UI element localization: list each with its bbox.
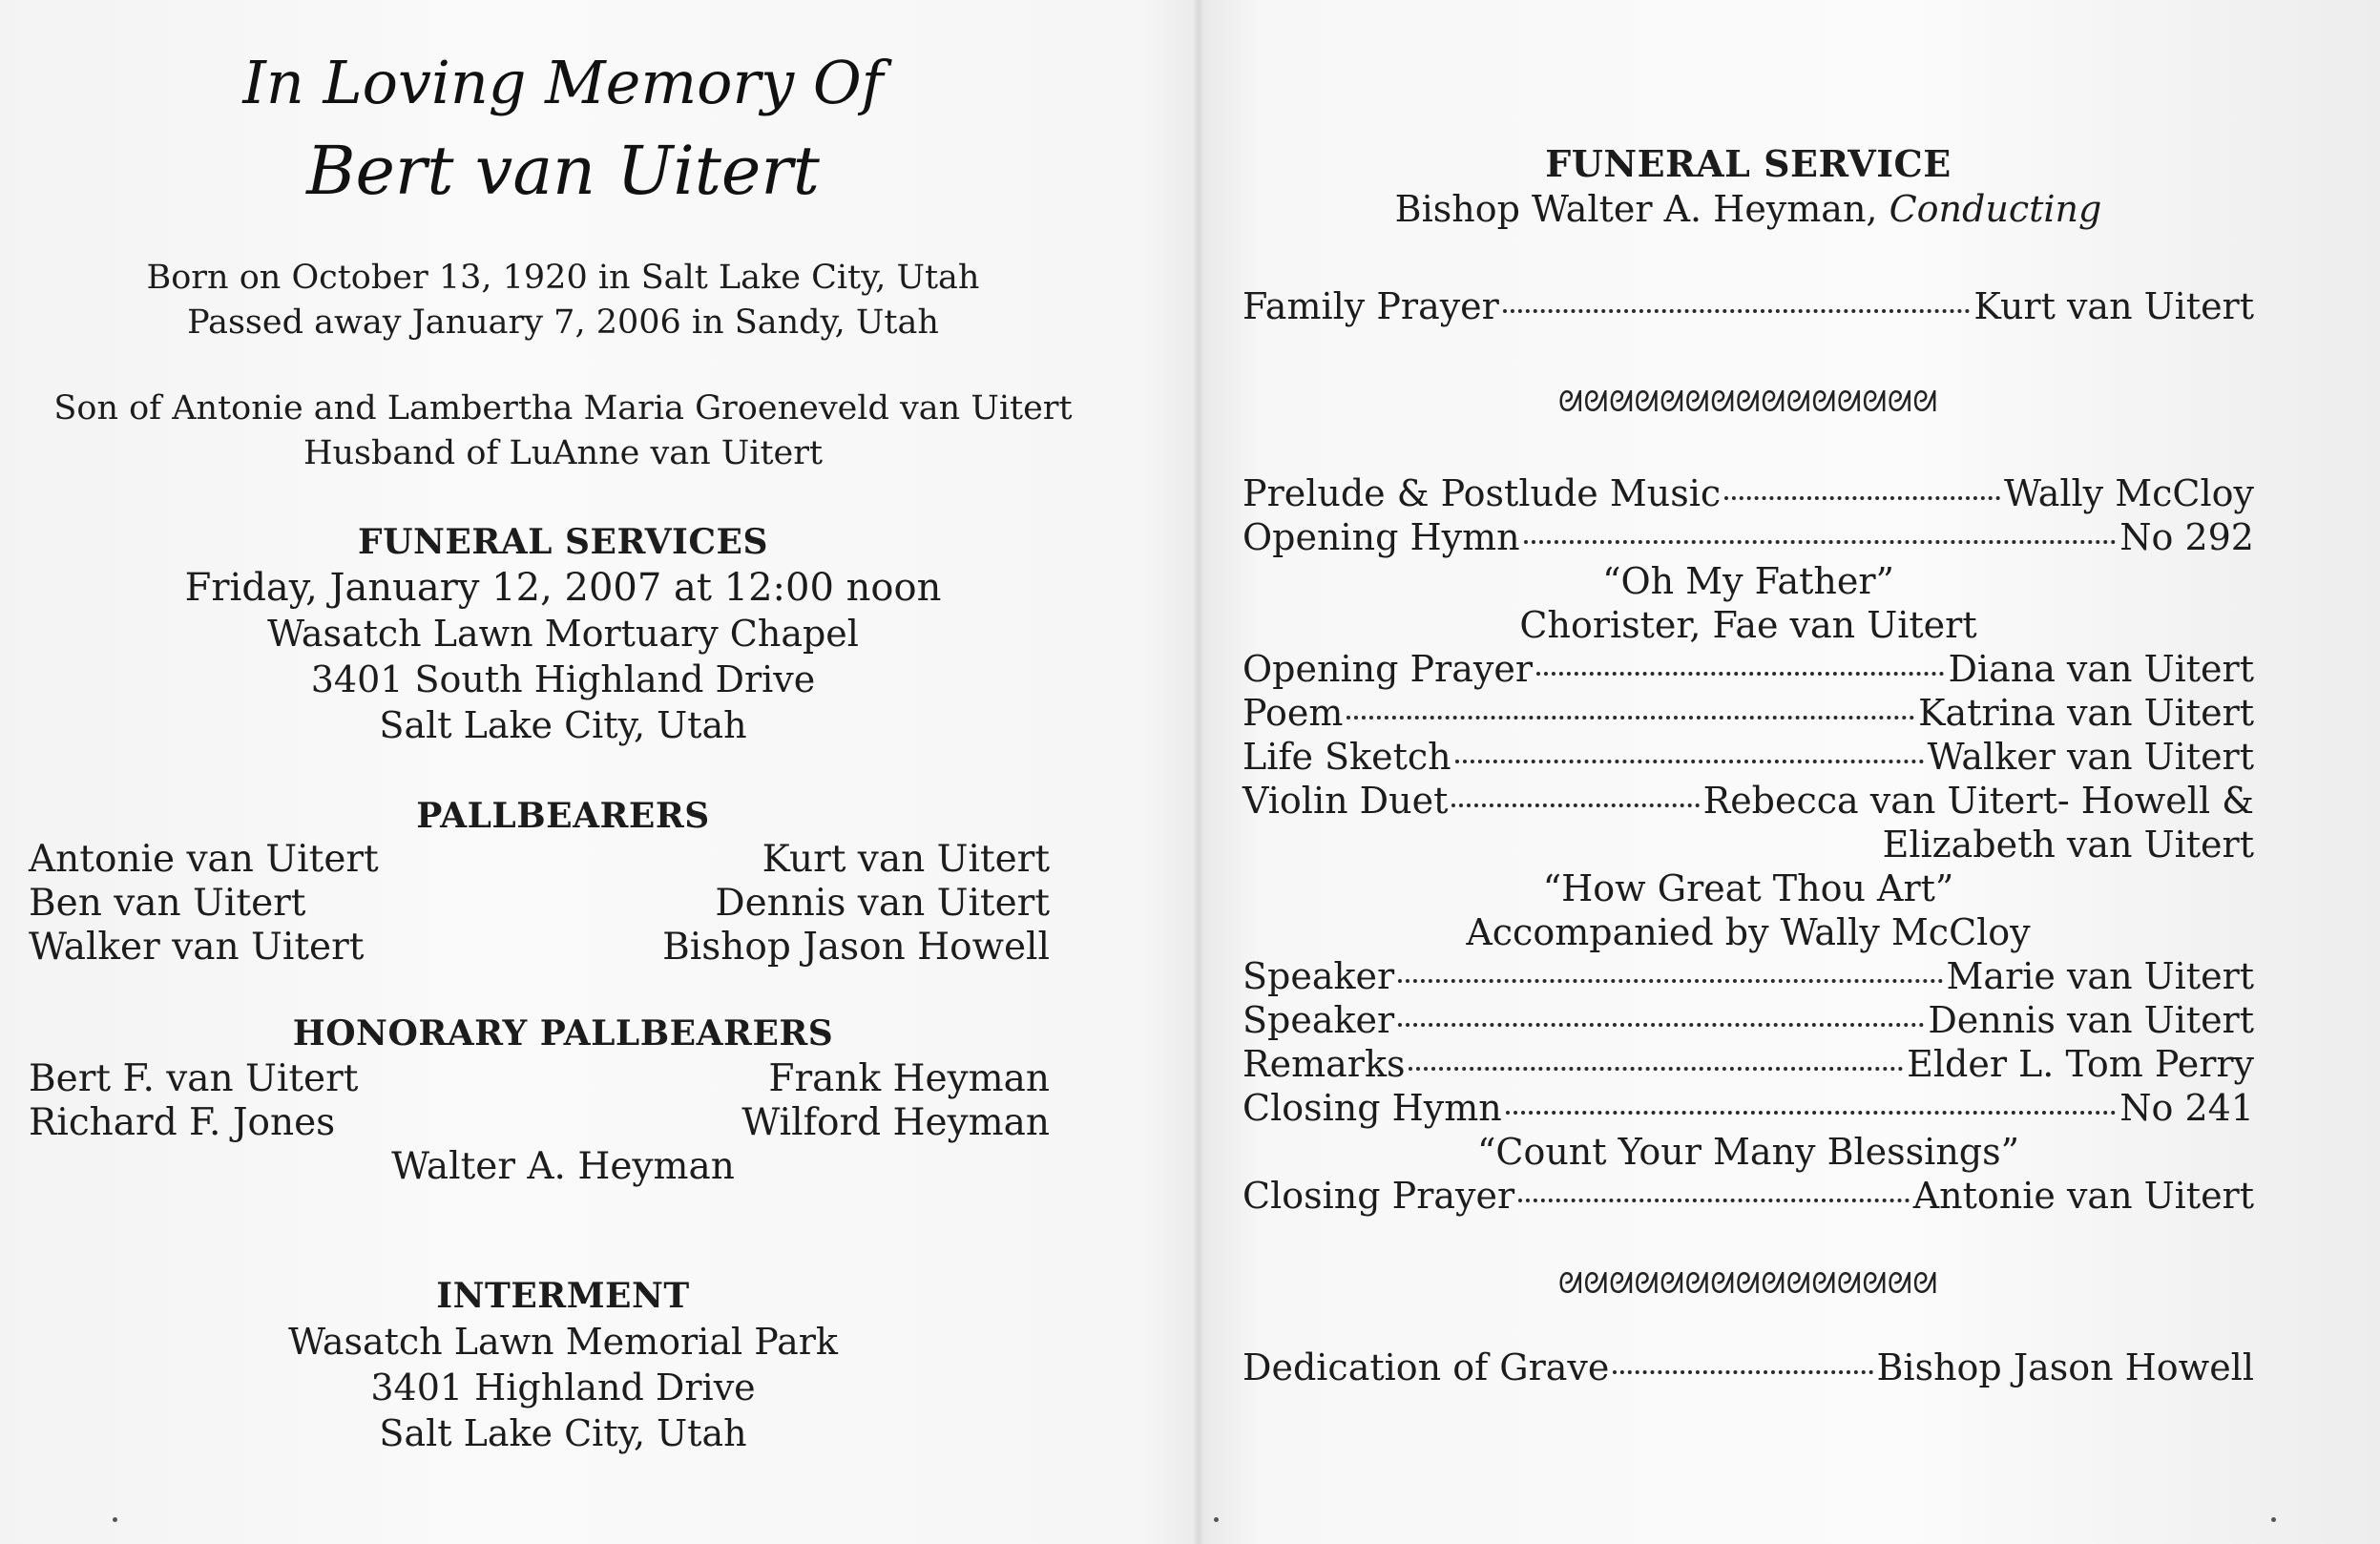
program-row: [1242, 735, 2254, 779]
life-dates: [29, 256, 1097, 345]
funeral-services-section: [29, 520, 1097, 748]
program-row: [1242, 471, 2254, 515]
program-person: Katrina van Uitert: [1918, 692, 2254, 734]
son-of-line: Son of Antonie and Lambertha Maria Groeneveld van Uitert: [53, 389, 1073, 428]
pallbearers-heading-wrap: [29, 794, 1097, 839]
honorary-row: [29, 1101, 1050, 1145]
interment-street: 3401 Highland Drive: [370, 1367, 756, 1408]
pallbearer-name: Antonie van Uitert: [29, 838, 379, 881]
born-line: Born on October 13, 1920 in Salt Lake City, Utah: [146, 259, 980, 297]
service-city: Salt Lake City, Utah: [379, 704, 747, 746]
paper-speck: [2271, 1517, 2276, 1522]
service-street: 3401 South Highland Drive: [310, 658, 816, 700]
conductor-name: Bishop Walter A. Heyman,: [1394, 188, 1889, 230]
husband-of-line: Husband of LuAnne van Uitert: [303, 434, 824, 472]
program-role: Dedication of Grave: [1242, 1346, 1610, 1388]
interment-city: Salt Lake City, Utah: [379, 1412, 747, 1454]
program-role: Poem: [1242, 692, 1344, 734]
program-role: Life Sketch: [1242, 736, 1451, 778]
program-role: Violin Duet: [1242, 780, 1449, 822]
pallbearer-name: Kurt van Uitert: [762, 838, 1050, 881]
program-person: Marie van Uitert: [1946, 955, 2254, 997]
funeral-service-heading: FUNERAL SERVICE: [1545, 142, 1952, 185]
program-row: [1242, 515, 2254, 559]
dot-leader: [1506, 1111, 2116, 1115]
paper-speck: [1214, 1517, 1219, 1522]
program-person: Walker van Uitert: [1927, 736, 2254, 778]
program-role: Speaker: [1242, 999, 1395, 1041]
family-lines: [29, 386, 1097, 476]
program-row: [1242, 954, 2254, 998]
program-person: Dennis van Uitert: [1928, 999, 2254, 1041]
conducting-label: Conducting: [1889, 188, 2102, 230]
duet-continuation: Elizabeth van Uitert: [1882, 824, 2254, 866]
dot-leader: [1724, 496, 2000, 500]
program-person: Rebecca van Uitert- Howell &: [1702, 780, 2254, 822]
family-prayer-block: [1242, 284, 2254, 328]
dot-leader: [1451, 803, 1699, 807]
program-person: Antonie van Uitert: [1912, 1175, 2254, 1217]
program-person: Bishop Jason Howell: [1876, 1346, 2254, 1388]
conductor-line: [1242, 186, 2254, 232]
program-row: [1242, 647, 2254, 691]
deceased-name: Bert van Uitert: [306, 132, 820, 210]
program-role: Speaker: [1242, 955, 1395, 997]
paper-speck: [113, 1517, 117, 1522]
program-person: Kurt van Uitert: [1973, 285, 2254, 327]
program-person: No 241: [2119, 1087, 2254, 1129]
service-header: [1242, 141, 2254, 232]
duet-title: “How Great Thou Art”: [1542, 867, 1954, 909]
program-role: Closing Prayer: [1242, 1175, 1515, 1217]
dot-leader: [1524, 540, 2117, 544]
program-role: Remarks: [1242, 1043, 1406, 1085]
interment-heading: INTERMENT: [436, 1276, 690, 1316]
program-row: [1242, 1042, 2254, 1086]
pallbearer-name: Ben van Uitert: [29, 882, 306, 925]
program-person: Diana van Uitert: [1948, 648, 2254, 690]
program-row: [1242, 1346, 2254, 1389]
pallbearer-name: Bishop Jason Howell: [662, 926, 1050, 969]
dot-leader: [1518, 1199, 1910, 1202]
honorary-name: Richard F. Jones: [29, 1101, 336, 1144]
program-row: [1242, 1086, 2254, 1130]
interment-place: Wasatch Lawn Memorial Park: [288, 1321, 838, 1363]
program-row: [1242, 998, 2254, 1042]
dedication-block: [1242, 1346, 2254, 1389]
dot-leader: [1455, 760, 1924, 763]
pallbearers-heading: PALLBEARERS: [416, 796, 710, 836]
ornament-divider-bottom: [1242, 1265, 2254, 1304]
right-panel: [1204, 0, 2380, 1544]
honorary-heading-wrap: [29, 1012, 1097, 1056]
dot-leader: [1409, 1067, 1903, 1071]
honorary-name: Frank Heyman: [768, 1057, 1050, 1100]
pallbearer-row: [29, 882, 1050, 926]
honorary-center-name: Walter A. Heyman: [391, 1145, 735, 1188]
dot-leader: [1398, 1023, 1924, 1027]
program-role: Opening Prayer: [1242, 648, 1533, 690]
ornament-divider: ᘛᘛᘛᘛᘛᘛᘛᘛᘛᘛᘛᘛᘛᘛᘛ: [1558, 386, 1938, 419]
dot-leader: [1398, 979, 1942, 983]
interment-section: [29, 1274, 1097, 1456]
service-datetime: Friday, January 12, 2007 at 12:00 noon: [184, 566, 942, 610]
pallbearer-row: [29, 838, 1050, 882]
honorary-name: Wilford Heyman: [741, 1101, 1050, 1144]
dot-leader: [1536, 672, 1944, 676]
program-person: Wally McCloy: [2003, 472, 2254, 514]
program-row: [1242, 691, 2254, 735]
pallbearer-name: Dennis van Uitert: [715, 882, 1050, 925]
program-person: No 292: [2119, 516, 2254, 558]
accompanied-line: Accompanied by Wally McCloy: [1466, 911, 2031, 953]
honorary-name: Bert F. van Uitert: [29, 1057, 359, 1100]
dot-leader: [1613, 1370, 1872, 1374]
program-row: [1242, 1174, 2254, 1218]
honorary-pallbearers-heading: HONORARY PALLBEARERS: [292, 1013, 834, 1054]
honorary-list: [29, 1057, 1050, 1145]
honorary-center-wrap: [29, 1145, 1097, 1189]
program-list: [1242, 471, 2254, 1218]
ornament-divider-top: [1242, 384, 2254, 422]
passed-line: Passed away January 7, 2006 in Sandy, Utah: [187, 303, 939, 342]
program-row: [1242, 284, 2254, 328]
program-row: [1242, 779, 2254, 823]
pallbearer-name: Walker van Uitert: [29, 926, 365, 969]
pallbearers-list: [29, 838, 1050, 970]
pallbearer-row: [29, 926, 1050, 970]
page-fold: [1193, 0, 1204, 1544]
memorial-title: In Loving Memory Of: [242, 48, 884, 117]
ornament-divider: ᘛᘛᘛᘛᘛᘛᘛᘛᘛᘛᘛᘛᘛᘛᘛ: [1558, 1267, 1938, 1301]
service-place: Wasatch Lawn Mortuary Chapel: [267, 613, 859, 655]
program-role: Prelude & Postlude Music: [1242, 472, 1722, 514]
program-person: Elder L. Tom Perry: [1907, 1043, 2254, 1085]
program-role: Opening Hymn: [1242, 516, 1520, 558]
hymn-title: “Oh My Father”: [1602, 560, 1894, 602]
funeral-services-heading: FUNERAL SERVICES: [358, 522, 768, 562]
program-role: Closing Hymn: [1242, 1087, 1502, 1129]
program-role: Family Prayer: [1242, 285, 1499, 327]
closing-hymn-title: “Count Your Many Blessings”: [1476, 1131, 2020, 1173]
dot-leader: [1347, 716, 1914, 720]
dot-leader: [1503, 309, 1971, 313]
honorary-row: [29, 1057, 1050, 1101]
chorister-line: Chorister, Fae van Uitert: [1519, 604, 1977, 646]
